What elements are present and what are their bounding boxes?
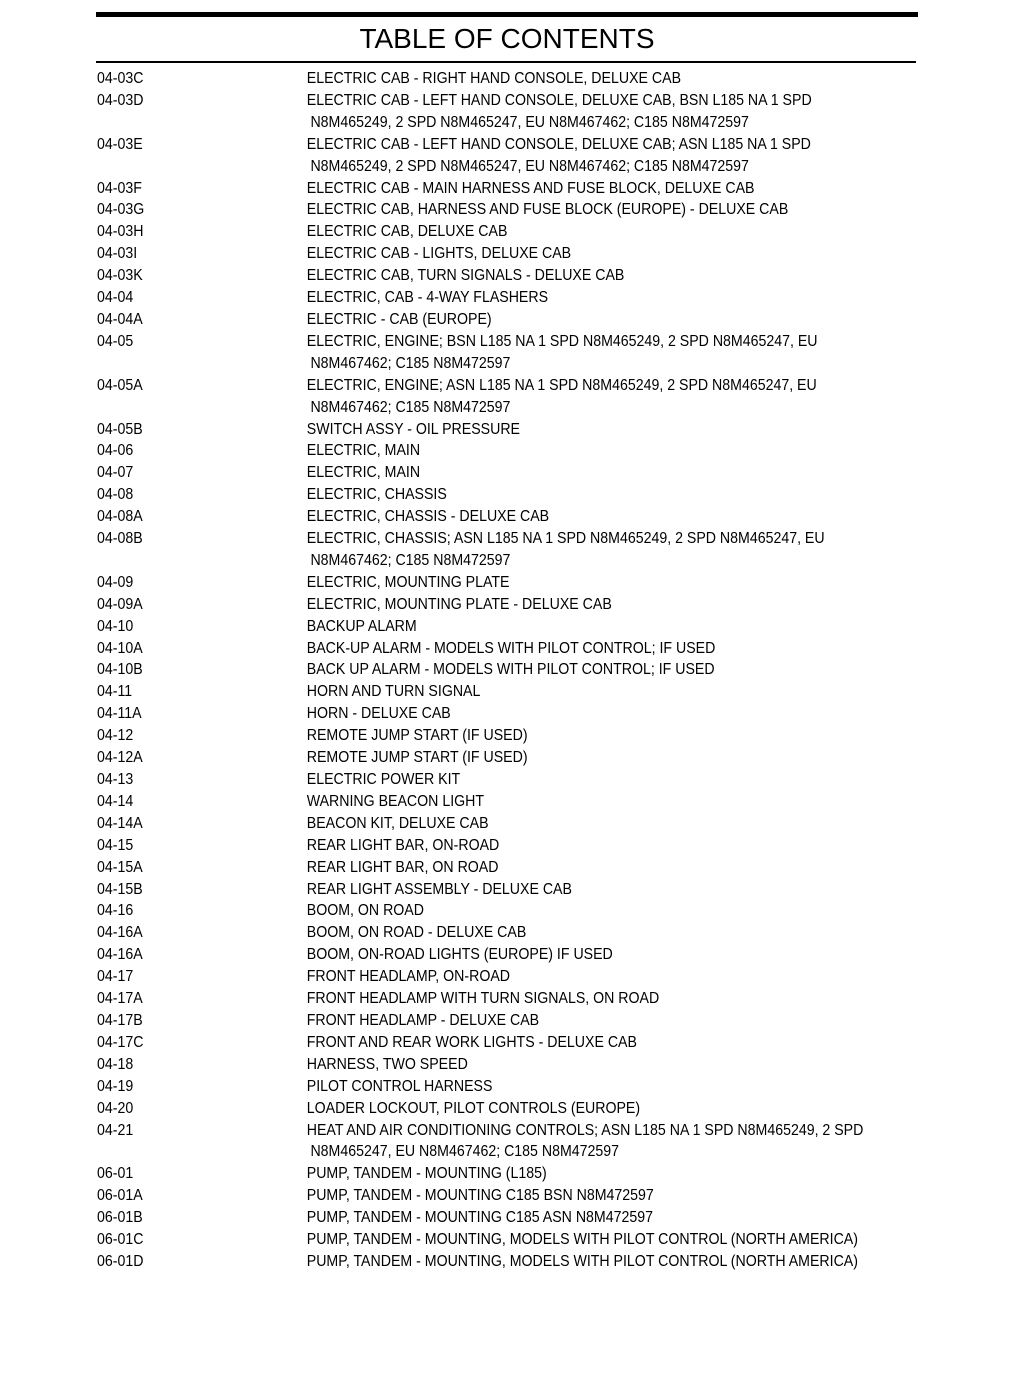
toc-code: 04-09 <box>97 573 134 591</box>
toc-code: 04-16A <box>97 924 143 942</box>
toc-row <box>97 287 851 309</box>
toc-description-line: BACKUP ALARM <box>306 617 417 635</box>
toc-code: 04-10A <box>97 639 143 657</box>
toc-code: 04-17B <box>97 1011 143 1029</box>
toc-description-line: ELECTRIC CAB - LEFT HAND CONSOLE, DELUXE CAB; ASN L185 NA 1 SPD <box>306 135 811 153</box>
toc-description <box>307 966 852 988</box>
toc-row <box>97 900 851 922</box>
toc-description <box>307 265 852 287</box>
toc-description <box>307 1098 852 1120</box>
toc-description <box>307 681 852 703</box>
toc-description <box>307 1163 852 1185</box>
toc-description <box>307 1207 852 1229</box>
toc-row <box>97 528 851 572</box>
toc-code: 04-03K <box>97 267 143 285</box>
toc-code: 04-15B <box>97 880 143 898</box>
toc-description <box>307 594 852 616</box>
toc-description <box>307 1120 864 1164</box>
toc-row <box>97 1010 851 1032</box>
toc-description-line: PUMP, TANDEM - MOUNTING, MODELS WITH PILOT CONTROL (NORTH AMERICA) <box>306 1231 858 1249</box>
toc-description <box>307 1185 852 1207</box>
top-rule <box>96 12 918 17</box>
toc-description <box>307 1032 852 1054</box>
toc-description-line: ELECTRIC CAB, HARNESS AND FUSE BLOCK (EUROPE) - DELUXE CAB <box>306 201 789 219</box>
toc-description-line: LOADER LOCKOUT, PILOT CONTROLS (EUROPE) <box>306 1099 641 1117</box>
toc-description <box>307 922 852 944</box>
toc-code: 04-14 <box>97 792 134 810</box>
toc-description-line: BOOM, ON ROAD <box>306 902 424 920</box>
toc-code: 04-07 <box>97 464 134 482</box>
toc-row <box>97 725 851 747</box>
toc-row <box>97 1251 858 1273</box>
toc-description-line: ELECTRIC CAB, DELUXE CAB <box>306 223 508 241</box>
toc-row <box>97 462 851 484</box>
toc-code: 04-03H <box>97 223 144 241</box>
title-rule <box>96 61 916 63</box>
toc-description-line: ELECTRIC, ENGINE; BSN L185 NA 1 SPD N8M465249, 2 SPD N8M465247, EU <box>306 332 818 350</box>
toc-code: 04-10 <box>97 617 134 635</box>
toc-code: 04-08B <box>97 530 143 548</box>
toc-description-continuation: N8M465249, 2 SPD N8M465247, EU N8M467462; C185 N8M472597 <box>310 157 749 175</box>
toc-row <box>97 199 851 221</box>
toc-code: 04-03D <box>97 91 144 109</box>
toc-description <box>307 944 852 966</box>
toc-description <box>307 1076 852 1098</box>
toc-code: 04-18 <box>97 1055 134 1073</box>
toc-description-line: BOOM, ON ROAD - DELUXE CAB <box>306 924 527 942</box>
toc-description <box>307 791 852 813</box>
toc-description-continuation: N8M467462; C185 N8M472597 <box>310 398 511 416</box>
toc-code: 04-03F <box>97 179 142 197</box>
toc-row <box>97 68 851 90</box>
toc-description-line: PUMP, TANDEM - MOUNTING C185 BSN N8M472597 <box>306 1187 654 1205</box>
toc-description-line: PUMP, TANDEM - MOUNTING C185 ASN N8M472597 <box>306 1209 653 1227</box>
toc-row <box>97 309 851 331</box>
toc-row <box>97 1229 858 1251</box>
toc-description-line: FRONT AND REAR WORK LIGHTS - DELUXE CAB <box>306 1033 637 1051</box>
toc-code: 04-09A <box>97 595 143 613</box>
toc-description-line: ELECTRIC, CHASSIS - DELUXE CAB <box>306 508 550 526</box>
toc-row <box>97 221 851 243</box>
toc-row <box>97 922 851 944</box>
toc-description-line: HARNESS, TWO SPEED <box>306 1055 468 1073</box>
toc-row <box>97 1076 851 1098</box>
toc-description <box>307 68 852 90</box>
toc-description-line: BACK UP ALARM - MODELS WITH PILOT CONTROL; IF USED <box>306 661 715 679</box>
toc-description-line: REAR LIGHT ASSEMBLY - DELUXE CAB <box>306 880 572 898</box>
toc-row <box>97 265 851 287</box>
toc-code: 04-03I <box>97 245 138 263</box>
toc-description-line: ELECTRIC, CHASSIS; ASN L185 NA 1 SPD N8M465249, 2 SPD N8M465247, EU <box>306 530 825 548</box>
toc-description <box>307 659 852 681</box>
toc-description <box>307 309 852 331</box>
toc-code: 04-12 <box>97 727 134 745</box>
toc-row <box>97 1032 851 1054</box>
toc-description-line: ELECTRIC CAB - LEFT HAND CONSOLE, DELUXE CAB, BSN L185 NA 1 SPD <box>306 91 812 109</box>
toc-row <box>97 506 851 528</box>
toc-row <box>97 988 851 1010</box>
toc-description-line: FRONT HEADLAMP - DELUXE CAB <box>306 1011 540 1029</box>
toc-description-line: BEACON KIT, DELUXE CAB <box>306 814 489 832</box>
toc-code: 06-01 <box>97 1165 134 1183</box>
toc-row <box>97 375 851 419</box>
toc-row <box>97 879 851 901</box>
toc-code: 04-19 <box>97 1077 134 1095</box>
toc-description-line: ELECTRIC - CAB (EUROPE) <box>306 310 492 328</box>
toc-description <box>307 134 852 178</box>
toc-description-continuation: N8M467462; C185 N8M472597 <box>310 354 511 372</box>
toc-description <box>307 1251 858 1273</box>
toc-code: 04-04 <box>97 289 134 307</box>
toc-description <box>307 90 852 134</box>
toc-description <box>307 484 852 506</box>
toc-description-line: PUMP, TANDEM - MOUNTING (L185) <box>306 1165 547 1183</box>
toc-row <box>97 1120 864 1164</box>
toc-row <box>97 659 851 681</box>
toc-code: 04-11A <box>97 705 142 723</box>
toc-description <box>307 221 852 243</box>
toc-description-line: FRONT HEADLAMP WITH TURN SIGNALS, ON ROAD <box>306 990 660 1008</box>
toc-description-line: ELECTRIC CAB - MAIN HARNESS AND FUSE BLOCK, DELUXE CAB <box>306 179 755 197</box>
toc-row <box>97 966 851 988</box>
toc-description <box>307 419 852 441</box>
toc-row <box>97 813 851 835</box>
toc-description <box>307 572 852 594</box>
toc-code: 04-03E <box>97 135 143 153</box>
toc-description-line: ELECTRIC, MAIN <box>306 464 421 482</box>
toc-code: 04-08 <box>97 486 134 504</box>
toc-row <box>97 331 851 375</box>
toc-description-line: REAR LIGHT BAR, ON-ROAD <box>306 836 500 854</box>
toc-description-line: ELECTRIC, ENGINE; ASN L185 NA 1 SPD N8M465249, 2 SPD N8M465247, EU <box>306 376 817 394</box>
toc-description-line: ELECTRIC, MAIN <box>306 442 421 460</box>
toc-row <box>97 769 851 791</box>
toc-description <box>307 243 852 265</box>
toc-row <box>97 484 851 506</box>
toc-code: 04-05A <box>97 376 143 394</box>
toc-row <box>97 1207 851 1229</box>
toc-description-line: BACK-UP ALARM - MODELS WITH PILOT CONTROL; IF USED <box>306 639 716 657</box>
toc-description <box>307 638 852 660</box>
toc-description-line: ELECTRIC, CHASSIS <box>306 486 447 504</box>
toc-row <box>97 178 851 200</box>
toc-code: 04-04A <box>97 310 143 328</box>
toc-code: 04-15A <box>97 858 143 876</box>
toc-row <box>97 90 851 134</box>
toc-description <box>307 879 852 901</box>
toc-description <box>307 1054 852 1076</box>
toc-code: 04-11 <box>97 683 133 701</box>
toc-description <box>307 725 852 747</box>
toc-row <box>97 1098 851 1120</box>
toc-code: 04-08A <box>97 508 143 526</box>
toc-code: 04-06 <box>97 442 134 460</box>
toc-code: 04-03C <box>97 70 144 87</box>
toc-row <box>97 835 851 857</box>
toc-description-line: SWITCH ASSY - OIL PRESSURE <box>306 420 520 438</box>
toc-code: 06-01B <box>97 1209 143 1227</box>
page-title: TABLE OF CONTENTS <box>359 23 655 54</box>
toc-description <box>307 857 852 879</box>
toc-description <box>307 988 852 1010</box>
toc-code: 04-17C <box>97 1033 144 1051</box>
toc-row <box>97 572 851 594</box>
toc-description-line: HORN - DELUXE CAB <box>306 705 451 723</box>
toc-description-line: HEAT AND AIR CONDITIONING CONTROLS; ASN L185 NA 1 SPD N8M465249, 2 SPD <box>306 1121 864 1139</box>
toc-description <box>307 331 852 375</box>
toc-row <box>97 857 851 879</box>
toc-code: 04-20 <box>97 1099 134 1117</box>
toc-code: 04-14A <box>97 814 143 832</box>
toc-code: 04-10B <box>97 661 143 679</box>
toc-description <box>307 528 852 572</box>
toc-description-line: REAR LIGHT BAR, ON ROAD <box>306 858 499 876</box>
toc-description <box>307 616 852 638</box>
toc-description <box>307 199 852 221</box>
toc-row <box>97 747 851 769</box>
toc-description <box>307 900 852 922</box>
toc-code: 04-15 <box>97 836 134 854</box>
toc-description-line: ELECTRIC, MOUNTING PLATE <box>306 573 510 591</box>
toc-row <box>97 594 851 616</box>
toc-description-line: BOOM, ON-ROAD LIGHTS (EUROPE) IF USED <box>306 946 613 964</box>
toc-description <box>307 375 852 419</box>
toc-description <box>307 440 852 462</box>
toc-description <box>307 835 852 857</box>
toc-description <box>307 1229 858 1251</box>
toc-description-continuation: N8M467462; C185 N8M472597 <box>310 551 511 569</box>
toc-row <box>97 134 851 178</box>
toc-code: 04-17 <box>97 968 134 986</box>
toc-row <box>97 243 851 265</box>
toc-code: 04-05B <box>97 420 143 438</box>
toc-description-line: REMOTE JUMP START (IF USED) <box>306 749 528 767</box>
toc-code: 04-21 <box>97 1121 134 1139</box>
toc-description-continuation: N8M465247, EU N8M467462; C185 N8M472597 <box>310 1143 619 1161</box>
toc-description-line: PILOT CONTROL HARNESS <box>306 1077 493 1095</box>
toc-code: 04-17A <box>97 990 143 1008</box>
toc-code: 04-13 <box>97 771 134 788</box>
toc-description-line: ELECTRIC, MOUNTING PLATE - DELUXE CAB <box>306 595 612 613</box>
toc-code: 06-01C <box>97 1231 144 1249</box>
toc-description-line: PUMP, TANDEM - MOUNTING, MODELS WITH PILOT CONTROL (NORTH AMERICA) <box>306 1252 858 1270</box>
toc-row <box>97 681 851 703</box>
toc-row <box>97 638 851 660</box>
toc-description-line: FRONT HEADLAMP, ON-ROAD <box>306 968 511 986</box>
toc-description-line: WARNING BEACON LIGHT <box>306 792 485 810</box>
toc-description <box>307 813 852 835</box>
toc-code: 06-01D <box>97 1252 144 1270</box>
toc-description-line: ELECTRIC POWER KIT <box>306 771 461 788</box>
table-of-contents-list <box>97 68 864 1273</box>
toc-code: 06-01A <box>97 1187 143 1205</box>
toc-row <box>97 1054 851 1076</box>
toc-row <box>97 791 851 813</box>
toc-code: 04-12A <box>97 749 143 767</box>
toc-code: 04-05 <box>97 332 134 350</box>
toc-row <box>97 616 851 638</box>
toc-description-line: ELECTRIC CAB - LIGHTS, DELUXE CAB <box>306 245 572 263</box>
toc-description <box>307 703 852 725</box>
toc-code: 04-16A <box>97 946 143 964</box>
toc-row <box>97 440 851 462</box>
toc-code: 04-03G <box>97 201 145 219</box>
toc-description-line: HORN AND TURN SIGNAL <box>306 683 481 701</box>
toc-description-line: REMOTE JUMP START (IF USED) <box>306 727 528 745</box>
toc-row <box>97 1163 851 1185</box>
toc-description <box>307 1010 852 1032</box>
toc-description-line: ELECTRIC, CAB - 4-WAY FLASHERS <box>306 289 549 307</box>
toc-description <box>307 178 852 200</box>
toc-description <box>307 462 852 484</box>
toc-row <box>97 703 851 725</box>
toc-code: 04-16 <box>97 902 134 920</box>
toc-description <box>307 287 852 309</box>
toc-description <box>307 747 852 769</box>
toc-row <box>97 944 851 966</box>
toc-description-continuation: N8M465249, 2 SPD N8M465247, EU N8M467462; C185 N8M472597 <box>310 113 749 131</box>
toc-row <box>97 419 851 441</box>
toc-description <box>307 769 852 791</box>
toc-description-line: ELECTRIC CAB, TURN SIGNALS - DELUXE CAB <box>306 267 625 285</box>
toc-description <box>307 506 852 528</box>
toc-description-line: ELECTRIC CAB - RIGHT HAND CONSOLE, DELUXE CAB <box>306 70 682 87</box>
toc-row <box>97 1185 851 1207</box>
